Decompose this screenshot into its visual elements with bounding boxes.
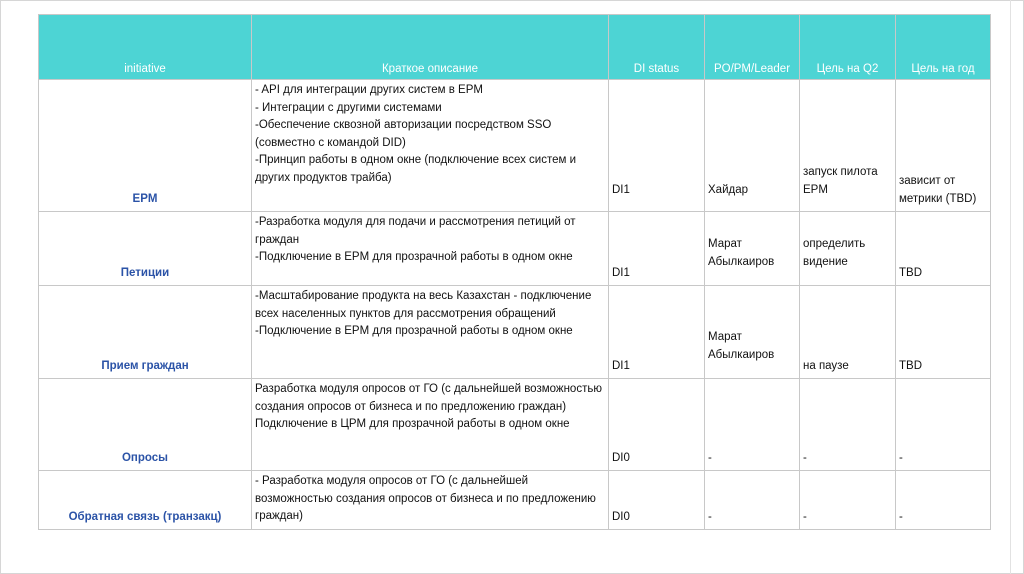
table-header-row <box>39 15 991 80</box>
goal-q2-cell: запуск пилота EPM <box>800 80 896 212</box>
goal-q2-cell: на паузе <box>800 286 896 379</box>
description-line: - Разработка модуля опросов от ГО (с дальнейшей возможностью создания опросов от бизнеса и по предложению граждан) <box>255 475 596 522</box>
initiative-cell: Прием граждан <box>39 286 252 379</box>
column-header-goal-q2: Цель на Q2 <box>800 15 896 80</box>
goal-q2-cell: - <box>800 379 896 471</box>
description-line: Разработка модуля опросов от ГО (с дальнейшей возможностью создания опросов от бизнеса и по предложению граждан) <box>255 383 602 413</box>
initiative-cell: Петиции <box>39 212 252 286</box>
column-header-di-status: DI status <box>609 15 705 80</box>
table-row <box>39 212 991 286</box>
leader-cell: Марат Абылкаиров <box>705 212 800 286</box>
goal-year-cell: - <box>896 471 991 530</box>
initiative-cell: EPM <box>39 80 252 212</box>
description-line: -Обеспечение сквозной авторизации посредством SSO (совместно с командой DID) <box>255 119 552 149</box>
leader-cell: Марат Абылкаиров <box>705 286 800 379</box>
description-cell <box>252 471 609 530</box>
di-status-cell: DI1 <box>609 80 705 212</box>
table-row <box>39 471 991 530</box>
description-line: Подключение в ЦРМ для прозрачной работы в одном окне <box>255 418 570 430</box>
leader-cell: Хайдар <box>705 80 800 212</box>
di-status-cell: DI1 <box>609 286 705 379</box>
description-cell <box>252 212 609 286</box>
goal-q2-cell: определить видение <box>800 212 896 286</box>
di-status-cell: DI0 <box>609 379 705 471</box>
table-row <box>39 286 991 379</box>
leader-cell: - <box>705 379 800 471</box>
initiative-cell: Обратная связь (транзакц) <box>39 471 252 530</box>
description-cell <box>252 379 609 471</box>
goal-year-cell: TBD <box>896 212 991 286</box>
description-line: -Принцип работы в одном окне (подключение всех систем и других продуктов трайба) <box>255 154 577 184</box>
description-line: - API для интеграции других систем в EPM <box>255 84 483 96</box>
leader-cell: - <box>705 471 800 530</box>
description-line: - Интеграции с другими системами <box>255 101 442 114</box>
table-row <box>39 80 991 212</box>
di-status-cell: DI1 <box>609 212 705 286</box>
goal-year-cell: - <box>896 379 991 471</box>
goal-year-cell: зависит от метрики (TBD) <box>896 80 991 212</box>
description-line: -Подключение в EPM для прозрачной работы в одном окне <box>255 325 573 337</box>
table-row <box>39 379 991 471</box>
initiatives-table <box>38 14 991 530</box>
goal-year-cell: TBD <box>896 286 991 379</box>
description-line: -Масштабирование продукта на весь Казахстан - подключение всех населенных пунктов для рассмотрения обращений <box>255 290 592 320</box>
initiative-cell: Опросы <box>39 379 252 471</box>
di-status-cell: DI0 <box>609 471 705 530</box>
description-line: -Подключение в EPM для прозрачной работы в одном окне <box>255 251 573 263</box>
column-header-initiative: initiative <box>39 15 252 80</box>
slide-divider <box>1010 0 1011 574</box>
description-line: -Разработка модуля для подачи и рассмотрения петиций от граждан <box>255 216 576 246</box>
goal-q2-cell: - <box>800 471 896 530</box>
description-cell <box>252 286 609 379</box>
column-header-goal-year: Цель на год <box>896 15 991 80</box>
description-cell <box>252 80 609 212</box>
column-header-leader: PO/PM/Leader <box>705 15 800 80</box>
column-header-description: Краткое описание <box>252 15 609 80</box>
